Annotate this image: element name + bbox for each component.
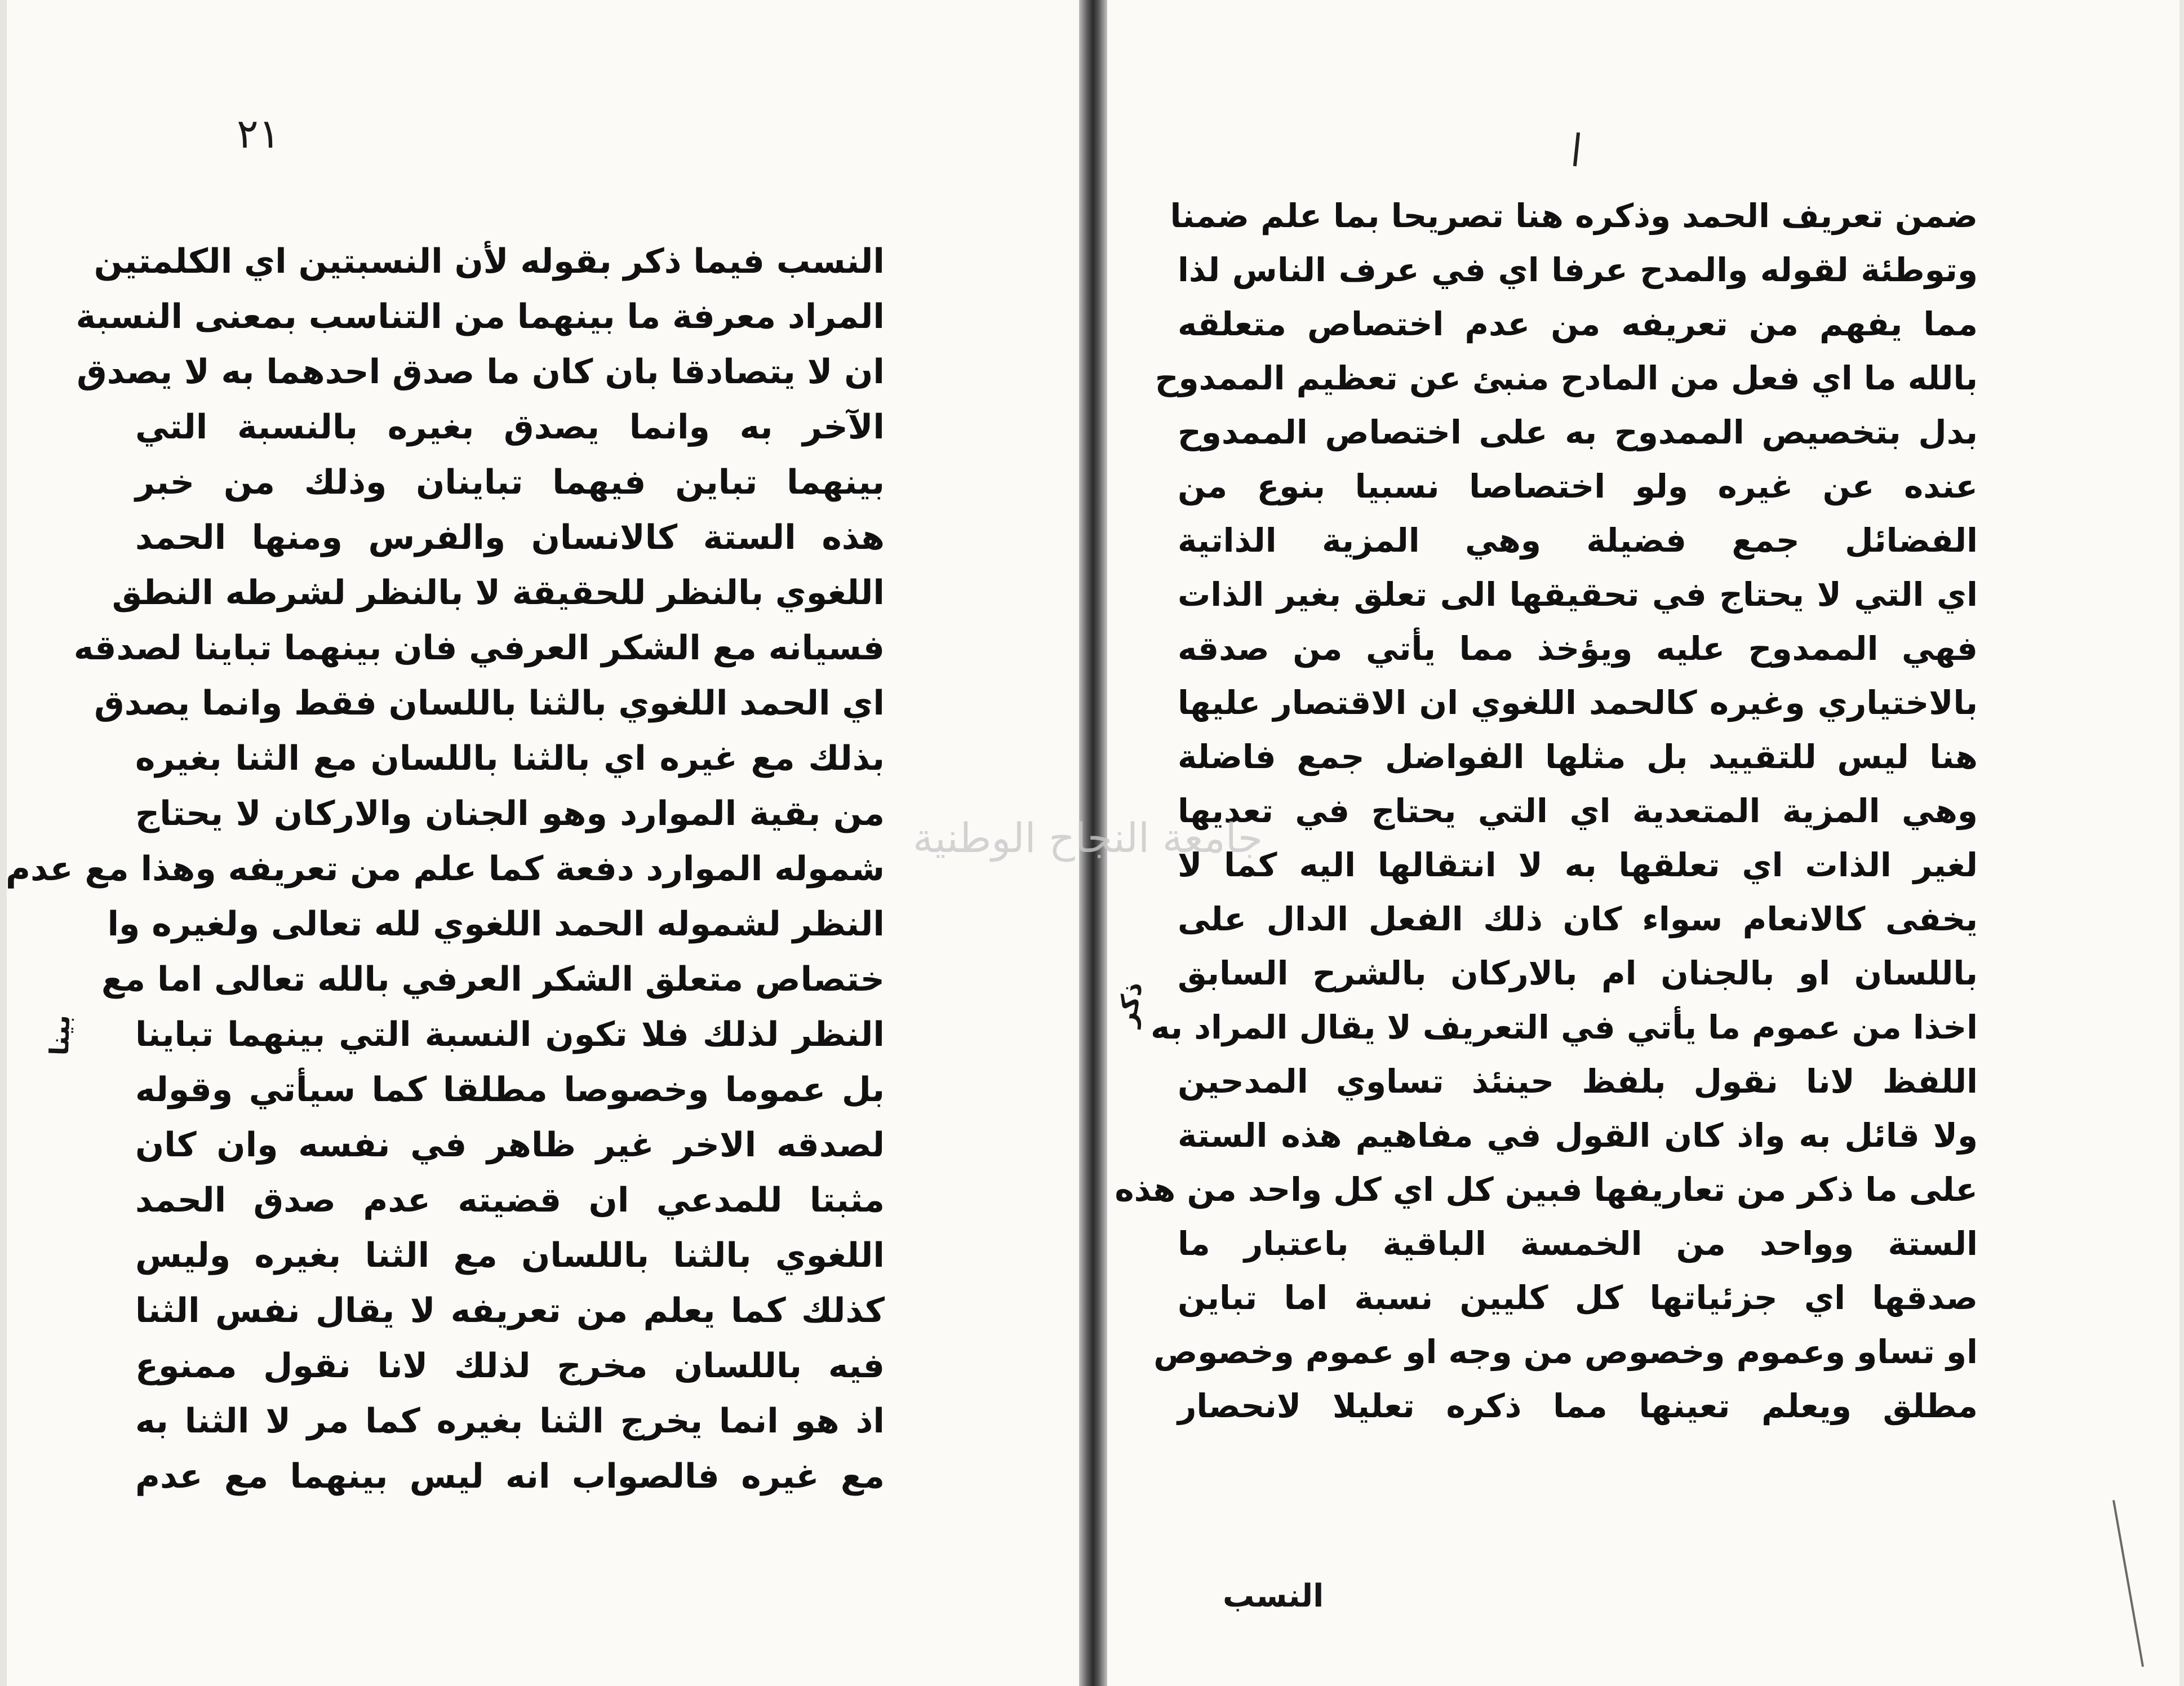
text-line: بالاختياري وغيره كالحمد اللغوي ان الاقتصار عليها [1178, 684, 1978, 722]
text-line: الفضائل جمع فضيلة وهي المزية الذاتية [1178, 521, 1978, 560]
text-line: النظر لشموله الحمد اللغوي لله تعالى ولغيره وا [107, 904, 885, 944]
catchword: النسب [1223, 1578, 1324, 1614]
text-line: او تساو وعموم وخصوص من وجه او عموم وخصوص [1153, 1333, 1978, 1371]
text-line: ولا قائل به واذ كان القول في مفاهيم هذه الستة [1178, 1116, 1978, 1155]
text-line: يخفى كالانعام سواء كان ذلك الفعل الدال على [1178, 900, 1978, 938]
text-line: باللسان او بالجنان ام بالاركان بالشرح السابق [1178, 954, 1978, 992]
text-line: مطلق ويعلم تعينها مما ذكره تعليلا لانحصار [1178, 1387, 1978, 1425]
text-line: وهي المزية المتعدية اي التي يحتاج في تعديها [1178, 792, 1978, 830]
text-line: المراد معرفة ما بينهما من التناسب بمعنى النسبة [76, 297, 885, 336]
text-line: لغير الذات اي تعلقها به لا انتقالها اليه كما لا [1178, 846, 1978, 884]
text-line: عنده عن غيره ولو اختصاصا نسبيا بنوع من [1178, 467, 1978, 505]
text-line: اخذا من عموم ما يأتي في التعريف لا يقال المراد به [1151, 1008, 1978, 1046]
text-line: اي التي لا يحتاج في تحقيقها الى تعلق بغير الذات [1178, 575, 1978, 614]
text-line: بل عموما وخصوصا مطلقا كما سيأتي وقوله [135, 1070, 885, 1110]
right-page-text [1115, 189, 1978, 1433]
text-line: ضمن تعريف الحمد وذكره هنا تصريحا بما علم ضمنا [1170, 197, 1978, 235]
text-line: اللغوي بالنظر للحقيقة لا بالنظر لشرطه النطق [112, 573, 885, 613]
text-line: مما يفهم من تعريفه من عدم اختصاص متعلقه [1178, 305, 1978, 343]
text-line: كذلك كما يعلم من تعريفه لا يقال نفس الثنا [135, 1291, 885, 1330]
text-line: مثبتا للمدعي ان قضيته عدم صدق الحمد [135, 1181, 885, 1220]
text-line: وتوطئة لقوله والمدح عرفا اي في عرف الناس لذا [1178, 251, 1978, 289]
text-line: هنا ليس للتقييد بل مثلها الفواضل جمع فاضلة [1178, 738, 1978, 776]
text-line: مع غيره فالصواب انه ليس بينهما مع عدم [135, 1457, 885, 1496]
text-line: صدقها اي جزئياتها كل كليين نسبة اما تباين [1178, 1279, 1978, 1317]
text-line: بدل بتخصيص الممدوح به على اختصاص الممدوح [1178, 413, 1978, 451]
text-line: اللغوي بالثنا باللسان مع الثنا بغيره وليس [135, 1236, 885, 1275]
text-line: اذ هو انما يخرج الثنا بغيره كما مر لا الثنا به [135, 1401, 885, 1441]
text-line: هذه الستة كالانسان والفرس ومنها الحمد [135, 518, 885, 557]
text-line: اي الحمد اللغوي بالثنا باللسان فقط وانما يصدق [94, 684, 885, 723]
text-line: فسيانه مع الشكر العرفي فان بينهما تباينا لصدقه [73, 628, 885, 668]
margin-note-right: ذكر [1111, 979, 1148, 1029]
library-watermark: جامعة النجاح الوطنية [913, 814, 1263, 862]
text-line: لصدقه الاخر غير ظاهر في نفسه وان كان [135, 1125, 885, 1165]
text-line: الستة وواحد من الخمسة الباقية باعتبار ما [1178, 1224, 1978, 1263]
text-line: الآخر به وانما يصدق بغيره بالنسبة التي [135, 407, 885, 447]
text-line: بذلك مع غيره اي بالثنا باللسان مع الثنا بغيره [135, 739, 885, 778]
text-line: شموله الموارد دفعة كما علم من تعريفه وهذا مع عدم [6, 849, 885, 889]
text-line: على ما ذكر من تعاريفها فبين كل اي كل واحد من هذه [1115, 1170, 1978, 1209]
text-line: من بقية الموارد وهو الجنان والاركان لا يحتاج [135, 794, 885, 833]
text-line: النسب فيما ذكر بقوله لأن النسبتين اي الكلمتين [94, 242, 885, 281]
text-line: فهي الممدوح عليه ويؤخذ مما يأتي من صدقه [1178, 629, 1978, 668]
text-line: بينهما تباين فيهما تباينان وذلك من خبر [135, 463, 885, 502]
text-line: فيه باللسان مخرج لذلك لانا نقول ممنوع [135, 1346, 885, 1386]
folio-number: ٢١ [237, 110, 281, 157]
text-line: ان لا يتصادقا بان كان ما صدق احدهما به لا يصدق [77, 352, 885, 392]
text-line: بالله ما اي فعل من المادح منبئ عن تعظيم الممدوح [1155, 359, 1978, 397]
text-line: النظر لذلك فلا تكون النسبة التي بينهما تباينا [135, 1015, 885, 1054]
margin-note-left: بينا [43, 1014, 76, 1056]
text-line: ختصاص متعلق الشكر العرفي بالله تعالى اما مع [101, 960, 885, 999]
text-line: اللفظ لانا نقول بلفظ حينئذ تساوي المدحين [1178, 1062, 1978, 1101]
right-page-edge [2179, 0, 2184, 1686]
